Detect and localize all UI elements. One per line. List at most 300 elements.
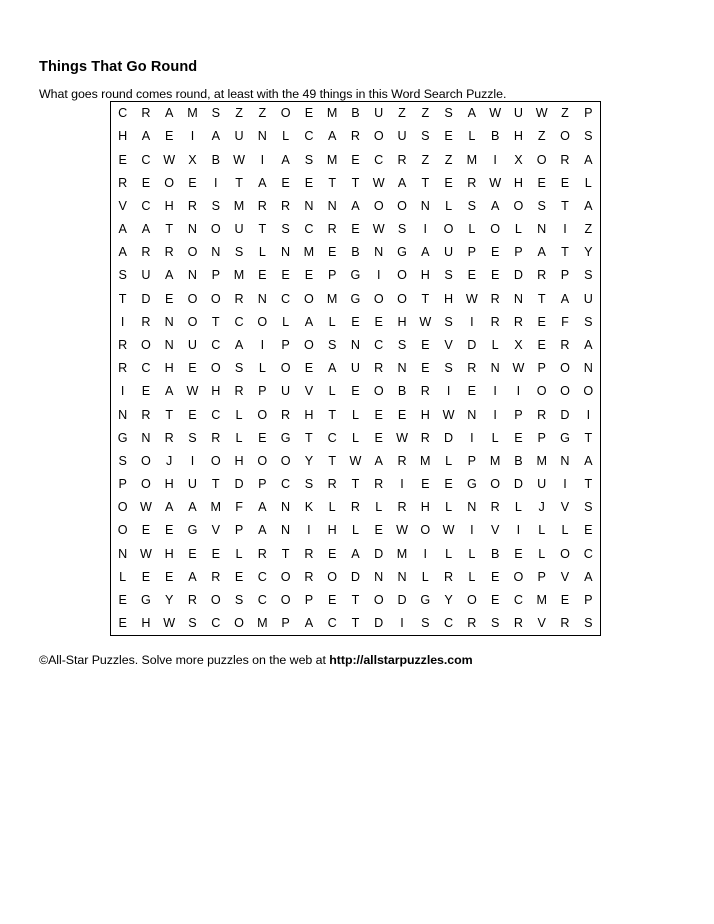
grid-cell[interactable]: S <box>421 129 430 144</box>
grid-cell[interactable]: S <box>444 268 453 283</box>
grid-cell[interactable]: C <box>583 546 593 561</box>
grid-cell[interactable]: B <box>490 129 500 144</box>
grid-cell[interactable]: R <box>257 546 267 561</box>
grid-cell[interactable]: D <box>234 477 244 492</box>
grid-cell[interactable]: E <box>165 291 174 306</box>
grid-cell[interactable]: O <box>420 523 431 538</box>
grid-cell[interactable]: S <box>304 152 314 167</box>
grid-cell[interactable]: U <box>374 106 384 121</box>
grid-cell[interactable]: I <box>493 384 497 399</box>
grid-cell[interactable]: P <box>584 592 593 607</box>
grid-cell[interactable]: E <box>374 523 383 538</box>
grid-cell[interactable]: S <box>281 222 290 237</box>
grid-cell[interactable]: N <box>164 338 174 352</box>
grid-cell[interactable]: U <box>397 129 407 144</box>
grid-cell[interactable]: A <box>560 291 570 306</box>
grid-cell[interactable]: R <box>118 175 128 190</box>
grid-cell[interactable]: L <box>235 546 243 561</box>
grid-cell[interactable]: O <box>373 129 384 144</box>
grid-cell[interactable]: N <box>304 198 314 213</box>
grid-cell[interactable]: E <box>165 129 174 144</box>
grid-cell[interactable]: S <box>490 616 500 631</box>
grid-cell[interactable]: E <box>327 245 337 260</box>
grid-cell[interactable]: A <box>165 500 174 515</box>
grid-cell[interactable]: A <box>327 129 337 144</box>
grid-cell[interactable]: E <box>421 477 430 492</box>
grid-cell[interactable]: W <box>163 152 176 167</box>
grid-cell[interactable]: W <box>349 453 362 468</box>
grid-cell[interactable]: O <box>373 198 384 213</box>
grid-cell[interactable]: M <box>536 453 547 468</box>
grid-cell[interactable]: U <box>187 477 198 492</box>
grid-cell[interactable]: Z <box>421 152 430 167</box>
grid-cell[interactable]: P <box>258 477 267 492</box>
grid-cell[interactable]: Z <box>444 152 453 167</box>
grid-cell[interactable]: G <box>350 268 361 283</box>
grid-cell[interactable]: O <box>280 106 291 121</box>
grid-cell[interactable]: L <box>445 453 453 468</box>
grid-cell[interactable]: E <box>304 361 314 376</box>
grid-cell[interactable]: L <box>235 407 243 422</box>
grid-cell[interactable]: E <box>490 592 500 607</box>
grid-cell[interactable]: A <box>165 106 174 121</box>
grid-cell[interactable]: L <box>421 569 429 584</box>
grid-cell[interactable]: G <box>141 592 151 607</box>
grid-cell[interactable]: D <box>141 291 151 306</box>
grid-cell[interactable]: C <box>141 152 151 167</box>
grid-cell[interactable]: O <box>210 592 221 607</box>
grid-cell[interactable]: A <box>351 546 360 561</box>
grid-cell[interactable]: E <box>188 175 197 190</box>
grid-cell[interactable]: A <box>165 268 174 283</box>
grid-cell[interactable]: C <box>141 361 151 376</box>
grid-cell[interactable]: E <box>490 245 500 260</box>
grid-cell[interactable]: T <box>328 175 337 190</box>
grid-cell[interactable]: R <box>187 198 198 213</box>
grid-cell[interactable]: O <box>280 569 291 584</box>
grid-cell[interactable]: S <box>584 314 593 329</box>
grid-cell[interactable]: Z <box>398 106 406 121</box>
grid-cell[interactable]: O <box>583 384 594 399</box>
grid-cell[interactable]: H <box>164 361 174 376</box>
grid-cell[interactable]: L <box>445 198 453 213</box>
grid-cell[interactable]: R <box>350 500 360 515</box>
grid-cell[interactable]: O <box>280 453 291 468</box>
grid-cell[interactable]: E <box>537 338 546 352</box>
grid-cell[interactable]: M <box>257 616 268 631</box>
grid-cell[interactable]: H <box>164 546 174 561</box>
grid-cell[interactable]: O <box>117 523 128 538</box>
grid-cell[interactable]: O <box>280 361 291 376</box>
grid-cell[interactable]: R <box>374 477 384 492</box>
grid-cell[interactable]: E <box>351 314 360 329</box>
grid-cell[interactable]: O <box>187 314 198 329</box>
grid-cell[interactable]: Z <box>421 106 430 121</box>
grid-cell[interactable]: A <box>537 245 546 260</box>
grid-cell[interactable]: S <box>584 616 593 631</box>
grid-cell[interactable]: O <box>373 592 384 607</box>
grid-cell[interactable]: R <box>141 314 151 329</box>
grid-cell[interactable]: E <box>188 361 197 376</box>
grid-cell[interactable]: N <box>467 407 477 422</box>
grid-cell[interactable]: R <box>490 291 500 306</box>
grid-cell[interactable]: O <box>327 569 338 584</box>
grid-cell[interactable]: R <box>420 384 430 399</box>
grid-cell[interactable]: A <box>584 569 593 584</box>
grid-cell[interactable]: N <box>257 129 267 144</box>
grid-cell[interactable]: O <box>490 477 501 492</box>
grid-cell[interactable]: I <box>446 384 451 399</box>
grid-cell[interactable]: M <box>326 106 338 121</box>
grid-cell[interactable]: N <box>583 361 593 376</box>
grid-cell[interactable]: C <box>304 222 314 237</box>
grid-cell[interactable]: U <box>444 245 454 260</box>
grid-cell[interactable]: M <box>396 546 408 561</box>
grid-cell[interactable]: M <box>420 453 431 468</box>
grid-cell[interactable]: S <box>118 268 127 283</box>
grid-cell[interactable]: N <box>420 198 430 213</box>
grid-cell[interactable]: R <box>327 222 337 237</box>
grid-cell[interactable]: N <box>374 569 384 584</box>
grid-cell[interactable]: E <box>421 361 430 376</box>
grid-cell[interactable]: O <box>187 245 198 260</box>
grid-cell[interactable]: S <box>118 453 127 468</box>
grid-cell[interactable]: D <box>513 268 523 283</box>
grid-cell[interactable]: A <box>188 500 197 515</box>
grid-cell[interactable]: I <box>493 407 497 422</box>
grid-cell[interactable]: R <box>141 407 151 422</box>
grid-cell[interactable]: L <box>561 523 569 538</box>
grid-cell[interactable]: A <box>351 198 360 213</box>
grid-cell[interactable]: Z <box>561 106 569 121</box>
grid-cell[interactable]: O <box>141 477 151 492</box>
grid-cell[interactable]: E <box>304 175 314 190</box>
grid-cell[interactable]: L <box>258 361 266 376</box>
grid-cell[interactable]: U <box>537 477 547 492</box>
grid-cell[interactable]: A <box>258 523 267 538</box>
grid-cell[interactable]: L <box>468 129 476 144</box>
grid-cell[interactable]: A <box>211 129 220 144</box>
grid-cell[interactable]: W <box>465 291 478 306</box>
grid-cell[interactable]: R <box>397 453 407 468</box>
grid-cell[interactable]: R <box>560 338 570 352</box>
grid-cell[interactable]: T <box>211 314 220 329</box>
grid-cell[interactable]: R <box>374 361 384 376</box>
grid-cell[interactable]: E <box>304 106 314 121</box>
grid-cell[interactable]: N <box>118 546 128 561</box>
grid-cell[interactable]: E <box>165 569 174 584</box>
grid-cell[interactable]: R <box>444 569 454 584</box>
grid-cell[interactable]: A <box>490 198 500 213</box>
grid-cell[interactable]: E <box>141 384 151 399</box>
grid-cell[interactable]: M <box>233 268 245 283</box>
grid-cell[interactable]: L <box>584 175 592 190</box>
grid-cell[interactable]: O <box>490 222 501 237</box>
grid-cell[interactable]: S <box>327 338 337 352</box>
grid-cell[interactable]: V <box>304 384 314 399</box>
grid-cell[interactable]: W <box>489 175 502 190</box>
grid-cell[interactable]: T <box>305 430 313 445</box>
grid-cell[interactable]: S <box>234 361 244 376</box>
grid-cell[interactable]: C <box>141 198 151 213</box>
grid-cell[interactable]: L <box>351 523 359 538</box>
grid-cell[interactable]: Y <box>165 592 174 607</box>
grid-cell[interactable]: T <box>421 175 430 190</box>
grid-cell[interactable]: D <box>350 569 360 584</box>
grid-cell[interactable]: P <box>281 616 290 631</box>
grid-cell[interactable]: C <box>327 430 337 445</box>
grid-cell[interactable]: S <box>397 338 407 352</box>
grid-cell[interactable]: R <box>304 569 314 584</box>
grid-cell[interactable]: W <box>396 430 408 445</box>
grid-cell[interactable]: O <box>234 616 244 631</box>
grid-cell[interactable]: L <box>468 569 476 584</box>
grid-cell[interactable]: R <box>560 152 570 167</box>
grid-cell[interactable]: E <box>467 384 477 399</box>
grid-cell[interactable]: E <box>490 569 500 584</box>
grid-cell[interactable]: S <box>584 500 593 515</box>
grid-cell[interactable]: G <box>187 523 198 538</box>
grid-cell[interactable]: M <box>489 453 501 468</box>
grid-cell[interactable]: P <box>467 245 477 260</box>
grid-cell[interactable]: P <box>514 407 523 422</box>
grid-cell[interactable]: V <box>560 500 570 515</box>
grid-cell[interactable]: O <box>536 152 547 167</box>
grid-cell[interactable]: O <box>513 198 524 213</box>
grid-cell[interactable]: A <box>304 314 314 329</box>
grid-cell[interactable]: S <box>444 106 453 121</box>
grid-cell[interactable]: M <box>210 500 222 515</box>
grid-cell[interactable]: O <box>560 384 570 399</box>
grid-cell[interactable]: U <box>350 361 360 376</box>
grid-cell[interactable]: E <box>188 546 197 561</box>
grid-cell[interactable]: W <box>489 106 502 121</box>
grid-cell[interactable]: G <box>420 592 431 607</box>
grid-cell[interactable]: P <box>560 268 570 283</box>
grid-cell[interactable]: A <box>118 245 127 260</box>
grid-cell[interactable]: L <box>282 314 290 329</box>
grid-cell[interactable]: T <box>165 222 174 237</box>
grid-cell[interactable]: L <box>491 430 499 445</box>
grid-cell[interactable]: L <box>445 546 453 561</box>
grid-cell[interactable]: P <box>211 268 220 283</box>
grid-cell[interactable]: A <box>118 222 127 237</box>
grid-cell[interactable]: D <box>467 338 477 352</box>
grid-cell[interactable]: W <box>186 384 199 399</box>
grid-cell[interactable]: P <box>281 338 290 352</box>
grid-cell[interactable]: S <box>188 430 197 445</box>
grid-cell[interactable]: E <box>118 616 127 631</box>
grid-cell[interactable]: X <box>514 338 523 352</box>
grid-cell[interactable]: E <box>560 592 570 607</box>
grid-cell[interactable]: I <box>400 616 404 631</box>
grid-cell[interactable]: N <box>560 453 570 468</box>
grid-cell[interactable]: E <box>141 175 151 190</box>
grid-cell[interactable]: L <box>351 407 359 422</box>
grid-cell[interactable]: R <box>397 152 407 167</box>
grid-cell[interactable]: O <box>303 338 314 352</box>
grid-cell[interactable]: W <box>535 106 548 121</box>
grid-cell[interactable]: C <box>374 152 384 167</box>
grid-cell[interactable]: C <box>374 338 384 352</box>
grid-cell[interactable]: V <box>490 523 500 538</box>
grid-cell[interactable]: A <box>327 361 337 376</box>
grid-cell[interactable]: I <box>376 268 381 283</box>
grid-cell[interactable]: I <box>120 384 125 399</box>
grid-cell[interactable]: E <box>374 407 383 422</box>
grid-cell[interactable]: A <box>374 453 383 468</box>
grid-cell[interactable]: P <box>537 361 546 376</box>
grid-cell[interactable]: H <box>420 500 430 515</box>
grid-cell[interactable]: O <box>257 407 268 422</box>
grid-cell[interactable]: A <box>421 245 430 260</box>
grid-cell[interactable]: D <box>397 592 407 607</box>
grid-cell[interactable]: S <box>444 314 453 329</box>
grid-cell[interactable]: U <box>281 384 291 399</box>
grid-cell[interactable]: E <box>351 222 360 237</box>
grid-cell[interactable]: O <box>536 384 547 399</box>
grid-cell[interactable]: W <box>442 523 455 538</box>
grid-cell[interactable]: P <box>304 592 314 607</box>
grid-cell[interactable]: Y <box>304 453 314 468</box>
grid-cell[interactable]: E <box>234 569 244 584</box>
grid-cell[interactable]: B <box>351 106 360 121</box>
grid-cell[interactable]: R <box>350 129 360 144</box>
grid-cell[interactable]: N <box>164 314 174 329</box>
grid-cell[interactable]: E <box>211 546 220 561</box>
grid-cell[interactable]: T <box>584 477 593 492</box>
grid-cell[interactable]: R <box>397 500 407 515</box>
grid-cell[interactable]: P <box>258 384 267 399</box>
grid-cell[interactable]: R <box>467 616 477 631</box>
grid-cell[interactable]: C <box>118 106 128 121</box>
grid-cell[interactable]: I <box>120 314 125 329</box>
grid-cell[interactable]: E <box>444 175 453 190</box>
grid-cell[interactable]: O <box>303 291 314 306</box>
grid-cell[interactable]: T <box>211 477 220 492</box>
grid-cell[interactable]: T <box>584 430 593 445</box>
grid-cell[interactable]: T <box>351 477 360 492</box>
grid-cell[interactable]: Y <box>444 592 453 607</box>
grid-cell[interactable]: M <box>233 198 245 213</box>
grid-cell[interactable]: I <box>190 453 195 468</box>
grid-cell[interactable]: D <box>513 477 523 492</box>
grid-cell[interactable]: O <box>560 361 570 376</box>
grid-cell[interactable]: S <box>211 198 220 213</box>
grid-cell[interactable]: T <box>421 291 430 306</box>
grid-cell[interactable]: I <box>423 222 428 237</box>
grid-cell[interactable]: L <box>445 500 453 515</box>
grid-cell[interactable]: C <box>444 616 454 631</box>
grid-cell[interactable]: S <box>211 106 220 121</box>
grid-cell[interactable]: R <box>537 268 547 283</box>
grid-cell[interactable]: W <box>139 546 152 561</box>
grid-cell[interactable]: E <box>514 430 523 445</box>
grid-cell[interactable]: O <box>560 546 570 561</box>
grid-cell[interactable]: N <box>281 245 291 260</box>
grid-cell[interactable]: C <box>257 569 267 584</box>
grid-cell[interactable]: O <box>141 453 151 468</box>
grid-cell[interactable]: E <box>490 268 500 283</box>
grid-cell[interactable]: O <box>210 222 221 237</box>
grid-cell[interactable]: H <box>164 477 174 492</box>
grid-cell[interactable]: S <box>537 198 546 213</box>
grid-cell[interactable]: O <box>210 453 221 468</box>
grid-cell[interactable]: E <box>258 430 267 445</box>
grid-cell[interactable]: W <box>233 152 245 167</box>
grid-cell[interactable]: H <box>141 616 151 631</box>
grid-cell[interactable]: P <box>234 523 244 538</box>
grid-cell[interactable]: R <box>141 106 151 121</box>
grid-cell[interactable]: L <box>328 500 336 515</box>
grid-cell[interactable]: R <box>141 245 151 260</box>
grid-cell[interactable]: H <box>327 523 337 538</box>
grid-cell[interactable]: U <box>234 222 244 237</box>
grid-cell[interactable]: R <box>234 291 244 306</box>
grid-cell[interactable]: S <box>467 198 477 213</box>
grid-cell[interactable]: O <box>560 129 570 144</box>
letter-grid-table[interactable] <box>111 102 600 635</box>
grid-cell[interactable]: G <box>466 477 477 492</box>
grid-cell[interactable]: R <box>467 175 477 190</box>
grid-cell[interactable]: R <box>118 361 128 376</box>
grid-cell[interactable]: N <box>467 500 477 515</box>
grid-cell[interactable]: B <box>397 384 407 399</box>
grid-cell[interactable]: H <box>397 314 407 329</box>
grid-cell[interactable]: H <box>211 384 221 399</box>
grid-cell[interactable]: Z <box>537 129 546 144</box>
grid-cell[interactable]: Z <box>258 106 267 121</box>
grid-cell[interactable]: E <box>584 523 593 538</box>
grid-cell[interactable]: C <box>211 338 221 352</box>
grid-cell[interactable]: R <box>513 616 523 631</box>
grid-cell[interactable]: T <box>328 407 337 422</box>
grid-cell[interactable]: R <box>164 245 174 260</box>
grid-cell[interactable]: U <box>234 129 244 144</box>
grid-cell[interactable]: U <box>513 106 523 121</box>
grid-cell[interactable]: A <box>234 338 244 352</box>
grid-cell[interactable]: E <box>165 523 174 538</box>
grid-cell[interactable]: G <box>117 430 128 445</box>
grid-cell[interactable]: W <box>163 616 176 631</box>
grid-cell[interactable]: S <box>234 592 244 607</box>
grid-cell[interactable]: O <box>164 175 175 190</box>
grid-cell[interactable]: D <box>444 430 454 445</box>
grid-cell[interactable]: L <box>468 222 476 237</box>
grid-cell[interactable]: V <box>444 338 453 352</box>
grid-cell[interactable]: R <box>234 384 244 399</box>
grid-cell[interactable]: P <box>514 245 523 260</box>
grid-cell[interactable]: R <box>560 616 570 631</box>
grid-cell[interactable]: E <box>281 175 290 190</box>
grid-cell[interactable]: N <box>118 407 128 422</box>
grid-cell[interactable]: X <box>188 152 197 167</box>
grid-cell[interactable]: I <box>470 430 474 445</box>
grid-cell[interactable]: S <box>304 477 314 492</box>
grid-cell[interactable]: S <box>584 268 593 283</box>
grid-cell[interactable]: O <box>187 291 198 306</box>
grid-cell[interactable]: L <box>514 500 522 515</box>
grid-cell[interactable]: T <box>561 198 569 213</box>
grid-cell[interactable]: V <box>118 198 127 213</box>
grid-cell[interactable]: R <box>281 407 291 422</box>
grid-cell[interactable]: W <box>372 222 385 237</box>
grid-cell[interactable]: R <box>304 546 314 561</box>
grid-cell[interactable]: B <box>211 152 220 167</box>
grid-cell[interactable]: O <box>443 222 454 237</box>
grid-cell[interactable]: I <box>260 152 265 167</box>
grid-cell[interactable]: G <box>397 245 407 260</box>
